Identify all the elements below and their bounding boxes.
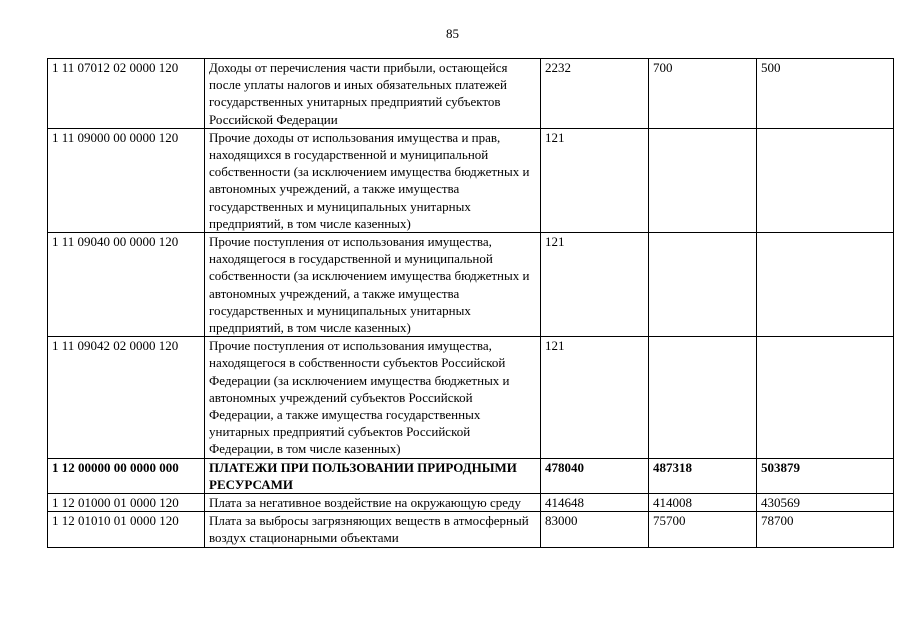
value-year-3: [757, 233, 894, 337]
value-year-3: 78700: [757, 512, 894, 547]
value-year-2: [649, 233, 757, 337]
value-year-2: 487318: [649, 458, 757, 493]
revenue-name: ПЛАТЕЖИ ПРИ ПОЛЬЗОВАНИИ ПРИРОДНЫМИ РЕСУРСАМИ: [205, 458, 541, 493]
revenue-table: [47, 58, 894, 548]
value-year-1: 2232: [541, 59, 649, 129]
value-year-1: 121: [541, 233, 649, 337]
value-year-1: 121: [541, 337, 649, 458]
value-year-3: 500: [757, 59, 894, 129]
table-row: [48, 233, 894, 337]
value-year-1: 83000: [541, 512, 649, 547]
budget-code: 1 11 07012 02 0000 120: [48, 59, 205, 129]
value-year-1: 414648: [541, 494, 649, 512]
value-year-1: 121: [541, 128, 649, 232]
value-year-2: 75700: [649, 512, 757, 547]
table-row: [48, 512, 894, 547]
table-row-section-total: [48, 458, 894, 493]
revenue-name: Прочие поступления от использования имущества, находящегося в государственной и муниципальной собственности (за исключением имущества бюджетных и автономных учреждений, а также имущества государственных и муниципальных унитарных предприятий, в том числе казенных): [205, 233, 541, 337]
table-row: [48, 128, 894, 232]
budget-code: 1 11 09040 00 0000 120: [48, 233, 205, 337]
budget-code: 1 12 01000 01 0000 120: [48, 494, 205, 512]
revenue-name: Плата за негативное воздействие на окружающую среду: [205, 494, 541, 512]
revenue-name: Прочие доходы от использования имущества и прав, находящихся в государственной и муниципальной собственности (за исключением имущества бюджетных и автономных учреждений, а также имущества государственных и муниципальных унитарных предприятий, в том числе казенных): [205, 128, 541, 232]
budget-code: 1 11 09000 00 0000 120: [48, 128, 205, 232]
value-year-2: [649, 128, 757, 232]
table-row: [48, 494, 894, 512]
revenue-name: Прочие поступления от использования имущества, находящегося в собственности субъектов Российской Федерации (за исключением имущества бюджетных и автономных учреждений субъектов Российской Федерации, а также имущества государственных унитарных предприятий субъектов Российской Федерации, в том числе казенных): [205, 337, 541, 458]
budget-code: 1 11 09042 02 0000 120: [48, 337, 205, 458]
value-year-2: 700: [649, 59, 757, 129]
table-row: [48, 59, 894, 129]
value-year-3: [757, 128, 894, 232]
value-year-2: 414008: [649, 494, 757, 512]
value-year-3: 430569: [757, 494, 894, 512]
table-row: [48, 337, 894, 458]
value-year-3: [757, 337, 894, 458]
revenue-name: Доходы от перечисления части прибыли, остающейся после уплаты налогов и иных обязательных платежей государственных унитарных предприятий субъектов Российской Федерации: [205, 59, 541, 129]
value-year-3: 503879: [757, 458, 894, 493]
value-year-2: [649, 337, 757, 458]
budget-code: 1 12 01010 01 0000 120: [48, 512, 205, 547]
revenue-name: Плата за выбросы загрязняющих веществ в атмосферный воздух стационарными объектами: [205, 512, 541, 547]
budget-code: 1 12 00000 00 0000 000: [48, 458, 205, 493]
page-number: 85: [446, 26, 459, 41]
value-year-1: 478040: [541, 458, 649, 493]
